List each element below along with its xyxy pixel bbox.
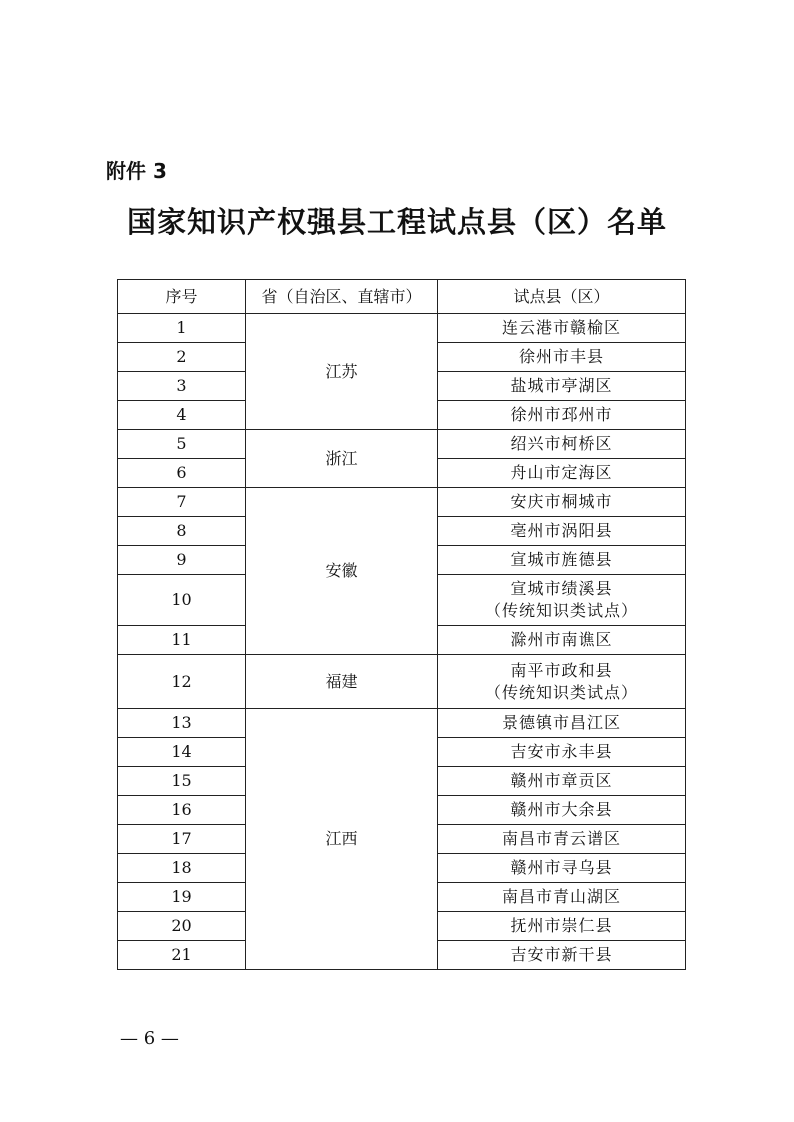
province-cell: 福建: [246, 655, 438, 709]
serial-cell: 14: [118, 738, 246, 767]
county-cell: 吉安市新干县: [438, 941, 686, 970]
county-cell: 舟山市定海区: [438, 459, 686, 488]
county-cell: 南昌市青云谱区: [438, 825, 686, 854]
serial-cell: 18: [118, 854, 246, 883]
header-province: 省（自治区、直辖市）: [246, 280, 438, 314]
serial-cell: 20: [118, 912, 246, 941]
serial-cell: 8: [118, 517, 246, 546]
county-cell: 赣州市寻乌县: [438, 854, 686, 883]
serial-cell: 10: [118, 575, 246, 626]
serial-cell: 3: [118, 372, 246, 401]
county-cell: 连云港市赣榆区: [438, 314, 686, 343]
attachment-label: 附件 3: [106, 159, 167, 183]
county-cell: 宣城市旌德县: [438, 546, 686, 575]
county-cell: [438, 655, 686, 709]
serial-cell: 16: [118, 796, 246, 825]
county-cell: 抚州市崇仁县: [438, 912, 686, 941]
serial-cell: 15: [118, 767, 246, 796]
table-row: [118, 314, 686, 343]
header-serial: 序号: [118, 280, 246, 314]
table-row: [118, 709, 686, 738]
county-cell: 景德镇市昌江区: [438, 709, 686, 738]
province-cell: 浙江: [246, 430, 438, 488]
serial-cell: 1: [118, 314, 246, 343]
county-cell: 赣州市大余县: [438, 796, 686, 825]
table-body: [118, 314, 686, 970]
county-note: （传统知识类试点）: [484, 682, 638, 702]
table-row: [118, 430, 686, 459]
county-cell: [438, 575, 686, 626]
county-cell: 盐城市亭湖区: [438, 372, 686, 401]
serial-cell: 11: [118, 626, 246, 655]
county-cell: 徐州市丰县: [438, 343, 686, 372]
county-cell: 绍兴市柯桥区: [438, 430, 686, 459]
serial-cell: 12: [118, 655, 246, 709]
serial-cell: 13: [118, 709, 246, 738]
county-cell: 滁州市南谯区: [438, 626, 686, 655]
county-note: （传统知识类试点）: [484, 601, 638, 620]
county-cell: 亳州市涡阳县: [438, 517, 686, 546]
province-cell: 安徽: [246, 488, 438, 655]
pilot-county-table: [117, 279, 686, 970]
county-cell: 南昌市青山湖区: [438, 883, 686, 912]
province-cell: 江苏: [246, 314, 438, 430]
county-cell: 徐州市邳州市: [438, 401, 686, 430]
serial-cell: 19: [118, 883, 246, 912]
page-number: — 6 —: [120, 1028, 179, 1049]
table-row: [118, 488, 686, 517]
county-cell: 赣州市章贡区: [438, 767, 686, 796]
serial-cell: 9: [118, 546, 246, 575]
table-row: [118, 655, 686, 709]
header-county: 试点县（区）: [438, 280, 686, 314]
county-name: 宣城市绩溪县: [510, 579, 613, 598]
serial-cell: 2: [118, 343, 246, 372]
serial-cell: 17: [118, 825, 246, 854]
serial-cell: 6: [118, 459, 246, 488]
county-cell: 安庆市桐城市: [438, 488, 686, 517]
serial-cell: 4: [118, 401, 246, 430]
table-header-row: [118, 280, 686, 314]
province-cell: 江西: [246, 709, 438, 970]
county-cell: 吉安市永丰县: [438, 738, 686, 767]
serial-cell: 5: [118, 430, 246, 459]
serial-cell: 7: [118, 488, 246, 517]
serial-cell: 21: [118, 941, 246, 970]
page-title: 国家知识产权强县工程试点县（区）名单: [126, 205, 667, 239]
county-name: 南平市政和县: [510, 660, 613, 680]
